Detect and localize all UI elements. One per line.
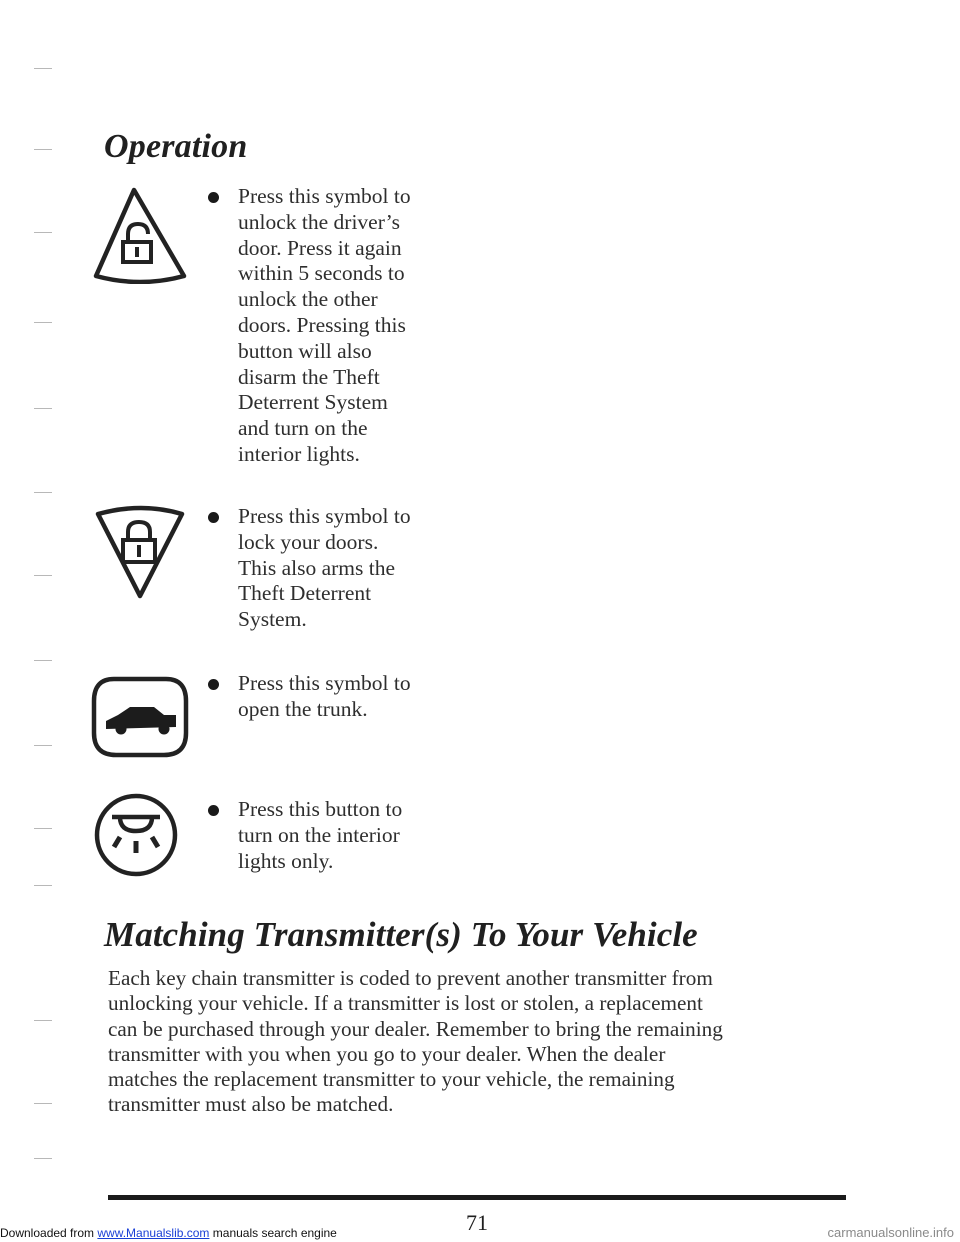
interior-light-description: Press this button to turn on the interior lights only.	[238, 797, 403, 873]
bullet-icon	[208, 805, 219, 816]
unlock-description: Press this symbol to unlock the driver’s door. Press it again within 5 seconds to unlock the other doors. Pressing this button will also disarm the Theft Deterrent System and turn on the interior lights.	[238, 184, 411, 466]
bullet-icon	[208, 679, 219, 690]
list-item-trunk	[90, 671, 550, 771]
download-credit	[0, 1226, 337, 1240]
watermark-text: carmanualsonline.info	[827, 1225, 954, 1240]
list-item-interior-light	[90, 797, 550, 897]
edge-mark	[34, 1020, 52, 1021]
list-item-lock	[90, 504, 550, 644]
bullet-icon	[208, 192, 219, 203]
edge-mark	[34, 492, 52, 493]
unlock-symbol-icon	[90, 184, 190, 284]
matching-paragraph: Each key chain transmitter is coded to prevent another transmitter from unlocking your vehicle. If a transmitter is lost or stolen, a replacement can be purchased through your dealer. Remember to bring the remaining transmitter with you when you go to your dealer. When the dealer matches the replacement transmitter to your vehicle, the remaining transmitter must also be matched.	[108, 966, 723, 1117]
trunk-symbol-icon	[90, 671, 190, 771]
edge-mark	[34, 575, 52, 576]
download-credit-prefix: Downloaded from	[0, 1226, 98, 1240]
trunk-description: Press this symbol to open the trunk.	[238, 671, 411, 721]
section-heading-operation: Operation	[104, 128, 248, 165]
edge-mark	[34, 1103, 52, 1104]
edge-mark	[34, 745, 52, 746]
edge-mark	[34, 232, 52, 233]
edge-mark	[34, 149, 52, 150]
edge-mark	[34, 68, 52, 69]
lock-symbol-icon	[90, 504, 190, 604]
list-item-unlock	[90, 184, 550, 464]
bullet-icon	[208, 512, 219, 523]
manualslib-link[interactable]: www.Manualslib.com	[97, 1226, 210, 1240]
edge-mark	[34, 408, 52, 409]
section-heading-matching-transmitters: Matching Transmitter(s) To Your Vehicle	[104, 915, 698, 954]
edge-mark	[34, 885, 52, 886]
edge-mark	[34, 660, 52, 661]
download-credit-suffix: manuals search engine	[209, 1226, 337, 1240]
lock-description: Press this symbol to lock your doors. This also arms the Theft Deterrent System.	[238, 504, 411, 632]
page-number: 71	[466, 1210, 488, 1235]
footer-rule	[108, 1195, 846, 1200]
edge-mark	[34, 1158, 52, 1159]
edge-mark	[34, 322, 52, 323]
interior-light-symbol-icon	[90, 793, 190, 893]
edge-mark	[34, 828, 52, 829]
